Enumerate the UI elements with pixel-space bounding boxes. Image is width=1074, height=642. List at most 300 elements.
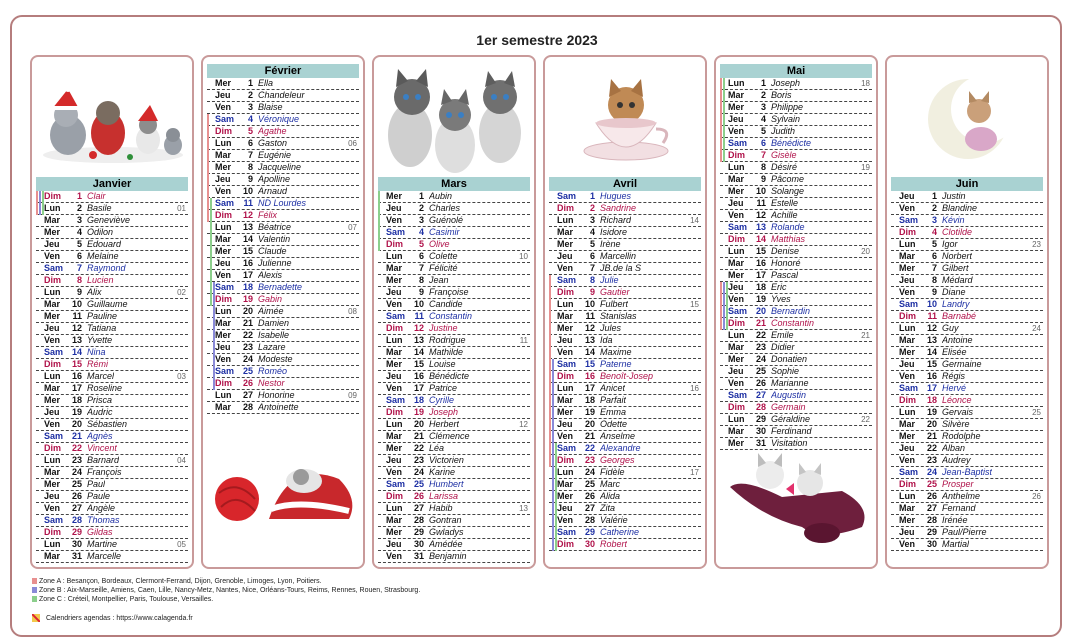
day-row <box>549 347 701 359</box>
school-holiday-bar <box>552 491 554 503</box>
day-row <box>207 222 359 234</box>
day-of-week: Sam <box>386 395 406 405</box>
school-holiday-bar <box>207 210 209 222</box>
school-holiday-bar <box>552 503 554 515</box>
day-number: 17 <box>755 270 766 280</box>
saint-name: Aimée <box>258 306 284 316</box>
day-of-week: Jeu <box>215 258 231 268</box>
school-zones-legend <box>32 577 420 604</box>
day-number: 1 <box>760 78 766 88</box>
day-row <box>36 287 188 299</box>
saint-name: Silvère <box>942 419 970 429</box>
school-holiday-bar <box>213 342 215 354</box>
day-of-week: Mer <box>44 479 61 489</box>
saint-name: Gabin <box>258 294 283 304</box>
day-number: 4 <box>931 227 937 237</box>
day-of-week: Mer <box>386 443 403 453</box>
day-number: 26 <box>71 491 82 501</box>
day-row <box>549 203 701 215</box>
day-row <box>207 342 359 354</box>
saint-name: Clotilde <box>942 227 973 237</box>
week-number: 12 <box>519 420 528 429</box>
day-number: 8 <box>589 275 595 285</box>
day-number: 18 <box>71 395 82 405</box>
day-number: 2 <box>589 203 595 213</box>
day-number: 21 <box>926 431 937 441</box>
day-of-week: Dim <box>386 491 404 501</box>
school-holiday-bar <box>555 539 557 551</box>
school-holiday-bar <box>210 282 212 294</box>
day-row <box>207 78 359 90</box>
school-holiday-bar <box>207 150 209 162</box>
school-holiday-bar <box>549 299 551 311</box>
day-number: 6 <box>931 251 937 261</box>
day-row <box>720 414 872 426</box>
day-number: 27 <box>413 503 424 513</box>
day-row <box>549 443 701 455</box>
saint-name: Paul <box>87 479 106 489</box>
school-holiday-bar <box>720 306 722 318</box>
day-number: 16 <box>584 371 595 381</box>
saint-name: Stanislas <box>600 311 637 321</box>
month-header: Février <box>207 64 359 78</box>
day-of-week: Jeu <box>728 282 744 292</box>
saint-name: Marcelle <box>87 551 122 561</box>
school-holiday-bar <box>723 318 725 330</box>
day-row <box>36 551 188 563</box>
day-of-week: Mar <box>728 342 745 352</box>
day-number: 4 <box>589 227 595 237</box>
school-holiday-bar <box>213 306 215 318</box>
saint-name: Aubin <box>429 191 453 201</box>
day-of-week: Dim <box>728 234 746 244</box>
saint-name: Bernardin <box>771 306 811 316</box>
day-of-week: Dim <box>557 287 575 297</box>
month-card-mai <box>714 55 878 569</box>
saint-name: Rémi <box>87 359 109 369</box>
day-of-week: Mer <box>44 395 61 405</box>
day-number: 17 <box>71 383 82 393</box>
school-holiday-bar <box>720 78 722 90</box>
three-kittens-image <box>380 65 530 173</box>
day-row <box>891 203 1043 215</box>
day-number: 2 <box>247 90 253 100</box>
day-of-week: Lun <box>215 390 232 400</box>
day-row <box>549 383 701 395</box>
saint-name: Jacqueline <box>258 162 302 172</box>
day-of-week: Mar <box>899 335 916 345</box>
day-number: 6 <box>760 138 766 148</box>
day-row <box>891 515 1043 527</box>
school-holiday-bar <box>210 270 212 282</box>
saint-name: Norbert <box>942 251 973 261</box>
saint-name: Arnaud <box>258 186 288 196</box>
day-number: 27 <box>755 390 766 400</box>
day-row <box>378 203 530 215</box>
day-row <box>36 263 188 275</box>
day-row <box>549 539 701 551</box>
day-of-week: Mer <box>386 527 403 537</box>
day-row <box>891 299 1043 311</box>
saint-name: Alexandre <box>600 443 641 453</box>
school-holiday-bar <box>552 419 554 431</box>
saint-name: Charles <box>429 203 461 213</box>
school-holiday-bar <box>210 258 212 270</box>
week-number: 25 <box>1032 408 1041 417</box>
day-of-week: Sam <box>728 138 748 148</box>
school-holiday-bar <box>552 455 554 467</box>
day-row <box>207 270 359 282</box>
saint-name: JB.de la S <box>600 263 642 273</box>
saint-name: Vincent <box>87 443 117 453</box>
saint-name: Paterne <box>600 359 632 369</box>
saint-name: Antoinette <box>258 402 299 412</box>
day-number: 22 <box>755 330 766 340</box>
day-of-week: Mar <box>215 402 232 412</box>
day-number: 13 <box>242 222 253 232</box>
day-of-week: Mer <box>386 191 403 201</box>
week-number: 16 <box>690 384 699 393</box>
day-number: 5 <box>76 239 82 249</box>
week-number: 03 <box>177 372 186 381</box>
day-number: 21 <box>413 431 424 441</box>
day-of-week: Dim <box>899 227 917 237</box>
saint-name: Jean <box>429 275 449 285</box>
week-number: 24 <box>1032 324 1041 333</box>
school-holiday-bar <box>213 354 215 366</box>
saint-name: Prosper <box>942 479 974 489</box>
day-number: 27 <box>926 503 937 513</box>
day-number: 22 <box>71 443 82 453</box>
saint-name: Yves <box>771 294 791 304</box>
school-holiday-bar <box>549 455 551 467</box>
day-of-week: Dim <box>728 402 746 412</box>
saint-name: Candide <box>429 299 463 309</box>
school-holiday-bar <box>210 222 212 234</box>
day-of-week: Ven <box>215 186 232 196</box>
saint-name: Nestor <box>258 378 285 388</box>
saint-name: Audrey <box>942 455 971 465</box>
month-header: Juin <box>891 177 1043 191</box>
day-row <box>378 227 530 239</box>
day-row <box>720 282 872 294</box>
school-holiday-bar <box>552 407 554 419</box>
saint-name: Maxime <box>600 347 632 357</box>
day-number: 22 <box>242 330 253 340</box>
day-of-week: Sam <box>44 347 64 357</box>
school-holiday-bar <box>549 335 551 347</box>
saint-name: Félicité <box>429 263 458 273</box>
saint-name: Ella <box>258 78 274 88</box>
day-of-week: Jeu <box>44 491 60 501</box>
school-holiday-bar <box>549 323 551 335</box>
day-row <box>36 491 188 503</box>
saint-name: Anselme <box>600 431 636 441</box>
day-of-week: Ven <box>557 431 574 441</box>
day-of-week: Lun <box>215 138 232 148</box>
saint-name: Isidore <box>600 227 628 237</box>
school-holiday-bar <box>723 78 725 90</box>
day-number: 12 <box>71 323 82 333</box>
day-row <box>891 383 1043 395</box>
saint-name: Casimir <box>429 227 460 237</box>
day-number: 17 <box>926 383 937 393</box>
day-of-week: Lun <box>899 407 916 417</box>
day-row <box>891 419 1043 431</box>
day-of-week: Ven <box>44 335 61 345</box>
day-number: 13 <box>926 335 937 345</box>
day-of-week: Lun <box>728 246 745 256</box>
day-of-week: Jeu <box>215 342 231 352</box>
school-holiday-bar <box>552 539 554 551</box>
day-number: 29 <box>584 527 595 537</box>
day-of-week: Dim <box>899 395 917 405</box>
day-row <box>378 395 530 407</box>
day-of-week: Sam <box>557 359 577 369</box>
day-number: 21 <box>584 431 595 441</box>
saint-name: Marcellin <box>600 251 637 261</box>
day-row <box>36 539 188 551</box>
day-of-week: Mer <box>728 186 745 196</box>
saint-name: Damien <box>258 318 290 328</box>
day-of-week: Mer <box>215 162 232 172</box>
school-holiday-bar <box>552 395 554 407</box>
day-list <box>378 191 530 563</box>
day-of-week: Ven <box>215 270 232 280</box>
school-holiday-bar <box>552 479 554 491</box>
day-of-week: Jeu <box>557 251 573 261</box>
saint-name: Léa <box>429 443 445 453</box>
school-holiday-bar <box>552 443 554 455</box>
day-number: 30 <box>926 539 937 549</box>
saint-name: Colette <box>429 251 458 261</box>
day-row <box>36 347 188 359</box>
day-row <box>378 455 530 467</box>
saint-name: Martial <box>942 539 970 549</box>
saint-name: Valentin <box>258 234 291 244</box>
day-row <box>891 371 1043 383</box>
day-row <box>207 330 359 342</box>
day-row <box>378 539 530 551</box>
calagenda-logo-icon <box>32 614 40 622</box>
day-of-week: Sam <box>557 443 577 453</box>
school-holiday-bar <box>207 174 209 186</box>
day-number: 11 <box>927 311 937 321</box>
saint-name: Modeste <box>258 354 293 364</box>
day-number: 19 <box>71 407 82 417</box>
saint-name: Audric <box>87 407 113 417</box>
day-number: 11 <box>756 198 766 208</box>
day-row <box>720 198 872 210</box>
saint-name: Rodrigue <box>429 335 466 345</box>
day-of-week: Mar <box>728 258 745 268</box>
day-of-week: Mar <box>557 395 574 405</box>
saint-name: Honorine <box>258 390 295 400</box>
day-row <box>378 239 530 251</box>
day-row <box>36 383 188 395</box>
kitten-in-teacup-image <box>551 71 701 171</box>
school-holiday-bar <box>39 203 41 215</box>
saint-name: Alida <box>600 491 621 501</box>
saint-name: Raymond <box>87 263 126 273</box>
saint-name: Matthias <box>771 234 806 244</box>
day-row <box>720 426 872 438</box>
saint-name: Paule <box>87 491 111 501</box>
day-of-week: Lun <box>44 455 61 465</box>
day-number: 9 <box>760 174 766 184</box>
saint-name: Visitation <box>771 438 808 448</box>
day-row <box>891 443 1043 455</box>
saint-name: Augustin <box>771 390 807 400</box>
day-number: 13 <box>584 335 595 345</box>
day-of-week: Lun <box>386 251 403 261</box>
day-row <box>36 395 188 407</box>
day-number: 6 <box>76 251 82 261</box>
day-row <box>207 390 359 402</box>
day-number: 3 <box>931 215 937 225</box>
saint-name: Alexis <box>258 270 283 280</box>
day-number: 21 <box>242 318 253 328</box>
week-number: 13 <box>519 504 528 513</box>
day-number: 23 <box>413 455 424 465</box>
day-number: 15 <box>926 359 937 369</box>
week-number: 19 <box>861 163 870 172</box>
day-of-week: Mar <box>557 479 574 489</box>
day-number: 10 <box>584 299 595 309</box>
day-of-week: Ven <box>899 371 916 381</box>
school-holiday-bar <box>549 431 551 443</box>
day-number: 8 <box>418 275 424 285</box>
day-number: 18 <box>584 395 595 405</box>
saint-name: Justin <box>942 191 966 201</box>
day-number: 2 <box>760 90 766 100</box>
school-holiday-bar <box>549 395 551 407</box>
day-row <box>549 239 701 251</box>
day-number: 26 <box>926 491 937 501</box>
day-number: 7 <box>418 263 424 273</box>
footer-link[interactable]: Calendriers agendas : https://www.calagenda.fr <box>45 614 193 622</box>
school-holiday-bar <box>549 371 551 383</box>
day-row <box>207 90 359 102</box>
day-row <box>891 275 1043 287</box>
saint-name: Joseph <box>771 78 801 88</box>
school-holiday-bar <box>552 515 554 527</box>
day-row <box>720 90 872 102</box>
saint-name: Benoît-Josep <box>600 371 654 381</box>
saint-name: Joseph <box>429 407 459 417</box>
day-of-week: Sam <box>899 299 919 309</box>
day-row <box>891 503 1043 515</box>
day-of-week: Dim <box>557 371 575 381</box>
day-number: 15 <box>242 246 253 256</box>
saint-name: Cyrille <box>429 395 455 405</box>
day-row <box>378 443 530 455</box>
day-number: 10 <box>242 186 253 196</box>
school-holiday-bar <box>552 383 554 395</box>
school-holiday-bar <box>549 407 551 419</box>
day-of-week: Ven <box>386 551 403 561</box>
day-row <box>36 359 188 371</box>
day-number: 24 <box>926 467 937 477</box>
day-of-week: Dim <box>557 539 575 549</box>
school-holiday-bar <box>213 366 215 378</box>
day-of-week: Lun <box>386 503 403 513</box>
week-number: 04 <box>177 456 186 465</box>
day-of-week: Sam <box>899 467 919 477</box>
saint-name: Humbert <box>429 479 464 489</box>
saint-name: Fulbert <box>600 299 629 309</box>
saint-name: Rodolphe <box>942 431 981 441</box>
day-of-week: Ven <box>386 299 403 309</box>
saint-name: Olive <box>429 239 450 249</box>
day-row <box>207 294 359 306</box>
day-of-week: Dim <box>215 210 233 220</box>
day-row <box>720 174 872 186</box>
day-number: 17 <box>413 383 424 393</box>
school-holiday-bar <box>726 318 728 330</box>
day-of-week: Mar <box>899 419 916 429</box>
week-number: 02 <box>177 288 186 297</box>
day-of-week: Dim <box>215 126 233 136</box>
day-of-week: Mar <box>728 90 745 100</box>
day-row <box>549 335 701 347</box>
saint-name: François <box>87 467 122 477</box>
day-of-week: Mer <box>728 438 745 448</box>
day-of-week: Mar <box>215 234 232 244</box>
day-of-week: Mar <box>386 431 403 441</box>
day-row <box>549 479 701 491</box>
day-row <box>378 335 530 347</box>
saint-name: Martine <box>87 539 118 549</box>
week-number: 23 <box>1032 240 1041 249</box>
saint-name: Parfait <box>600 395 627 405</box>
day-of-week: Lun <box>728 330 745 340</box>
day-of-week: Mer <box>386 275 403 285</box>
school-holiday-bar <box>378 215 380 227</box>
saint-name: Géraldine <box>771 414 811 424</box>
school-holiday-bar <box>555 527 557 539</box>
day-row <box>720 246 872 258</box>
day-of-week: Jeu <box>899 443 915 453</box>
day-of-week: Mer <box>728 102 745 112</box>
week-number: 15 <box>690 300 699 309</box>
day-of-week: Mer <box>899 515 916 525</box>
day-number: 3 <box>247 102 253 112</box>
day-number: 15 <box>584 359 595 369</box>
saint-name: Gaston <box>258 138 288 148</box>
day-row <box>378 287 530 299</box>
month-card-mars <box>372 55 536 569</box>
day-number: 5 <box>418 239 424 249</box>
day-number: 28 <box>71 515 82 525</box>
day-row <box>549 275 701 287</box>
saint-name: Constantin <box>429 311 473 321</box>
week-number: 08 <box>348 307 357 316</box>
saint-name: Bénédicte <box>771 138 812 148</box>
day-row <box>207 366 359 378</box>
day-of-week: Ven <box>386 467 403 477</box>
week-number: 09 <box>348 391 357 400</box>
day-row <box>720 294 872 306</box>
day-number: 29 <box>755 414 766 424</box>
school-holiday-bar <box>39 191 41 203</box>
day-row <box>720 150 872 162</box>
saint-name: Elisée <box>942 347 967 357</box>
saint-name: Denise <box>771 246 800 256</box>
day-of-week: Ven <box>728 126 745 136</box>
day-of-week: Ven <box>44 419 61 429</box>
day-of-week: Jeu <box>899 527 915 537</box>
